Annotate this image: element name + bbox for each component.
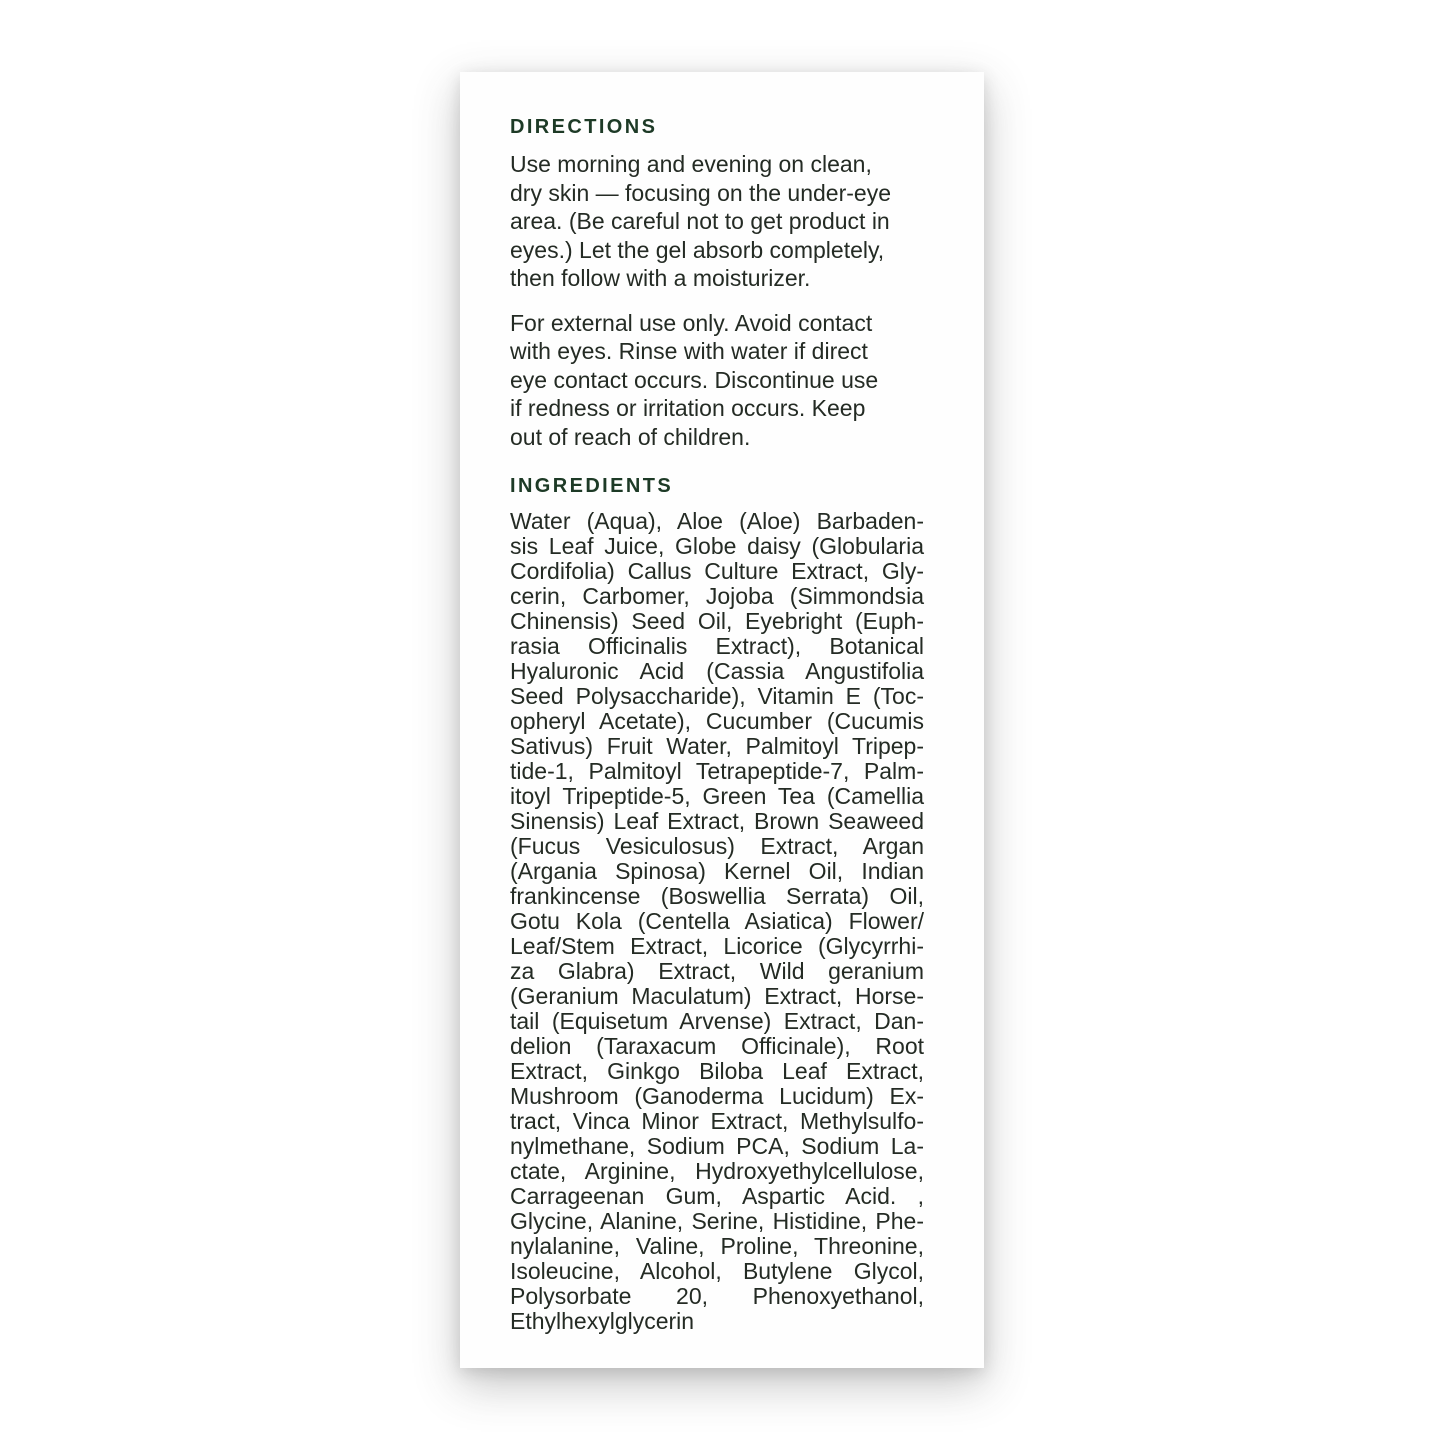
text-line: tide-1, Palmitoyl Tetrapeptide-7, Palm- [510, 758, 924, 784]
text-line: opheryl Acetate), Cucumber (Cucumis [510, 708, 924, 734]
text-line: tract, Vinca Minor Extract, Methylsulfo- [510, 1108, 924, 1134]
text-line: itoyl Tripeptide-5, Green Tea (Camellia [510, 783, 924, 809]
text-line: rasia Officinalis Extract), Botanical [510, 633, 924, 659]
text-line: tail (Equisetum Arvense) Extract, Dan- [510, 1008, 924, 1034]
text-line: nylalanine, Valine, Proline, Threonine, [510, 1233, 924, 1259]
text-line: nylmethane, Sodium PCA, Sodium La- [510, 1133, 924, 1159]
text-line: (Fucus Vesiculosus) Extract, Argan [510, 833, 924, 859]
text-line: (Geranium Maculatum) Extract, Horse- [510, 983, 924, 1009]
text-line: with eyes. Rinse with water if direct [510, 338, 868, 364]
text-line: Water (Aqua), Aloe (Aloe) Barbaden- [510, 508, 924, 534]
text-line: Ethylhexylglycerin [510, 1308, 695, 1334]
text-line: eyes.) Let the gel absorb completely, [510, 236, 885, 263]
text-line: Use morning and evening on clean, [510, 151, 872, 177]
text-line: Gotu Kola (Centella Asiatica) Flower/ [510, 908, 924, 934]
text-line: cerin, Carbomer, Jojoba (Simmondsia [510, 583, 924, 609]
text-line: For external use only. Avoid contact [510, 309, 873, 336]
text-line: ctate, Arginine, Hydroxyethylcellulose, [510, 1158, 924, 1184]
directions-paragraph-usage [510, 150, 924, 293]
text-line: delion (Taraxacum Officinale), Root [510, 1033, 924, 1059]
text-line: frankincense (Boswellia Serrata) Oil, [510, 883, 924, 909]
text-line: Isoleucine, Alcohol, Butylene Glycol, [510, 1258, 924, 1284]
text-line: then follow with a moisturizer. [510, 265, 811, 291]
text-line: sis Leaf Juice, Globe daisy (Globularia [510, 533, 924, 559]
text-line: Sinensis) Leaf Extract, Brown Seaweed [510, 808, 924, 834]
ingredients-list-text [510, 509, 924, 1334]
text-line: Glycine, Alanine, Serine, Histidine, Phe- [510, 1208, 924, 1234]
text-line: area. (Be careful not to get product in [510, 208, 890, 234]
text-line: Chinensis) Seed Oil, Eyebright (Euph- [510, 608, 924, 634]
ingredients-section [510, 475, 924, 1334]
text-line: eye contact occurs. Discontinue use [510, 366, 879, 393]
text-line: dry skin — focusing on the under-eye [510, 179, 891, 206]
text-line: Mushroom (Ganoderma Lucidum) Ex- [510, 1083, 924, 1109]
text-line: za Glabra) Extract, Wild geranium [510, 958, 924, 984]
text-line: Hyaluronic Acid (Cassia Angustifolia [510, 658, 924, 684]
directions-paragraph-warnings [510, 309, 924, 452]
text-line: Extract, Ginkgo Biloba Leaf Extract, [510, 1058, 924, 1084]
text-line: Cordifolia) Callus Culture Extract, Gly- [510, 558, 924, 584]
text-line: Polysorbate 20, Phenoxyethanol, [510, 1283, 924, 1309]
directions-section [510, 116, 924, 451]
directions-heading: DIRECTIONS [510, 116, 658, 138]
text-line: out of reach of children. [510, 423, 751, 450]
text-line: (Argania Spinosa) Kernel Oil, Indian [510, 858, 924, 884]
text-line: if redness or irritation occurs. Keep [510, 395, 866, 421]
product-label-panel [460, 72, 984, 1368]
text-line: Leaf/Stem Extract, Licorice (Glycyrrhi- [510, 933, 924, 959]
text-line: Sativus) Fruit Water, Palmitoyl Tripep- [510, 733, 924, 759]
ingredients-heading: INGREDIENTS [510, 475, 674, 497]
text-line: Carrageenan Gum, Aspartic Acid. , [510, 1183, 924, 1209]
text-line: Seed Polysaccharide), Vitamin E (Toc- [510, 683, 924, 709]
